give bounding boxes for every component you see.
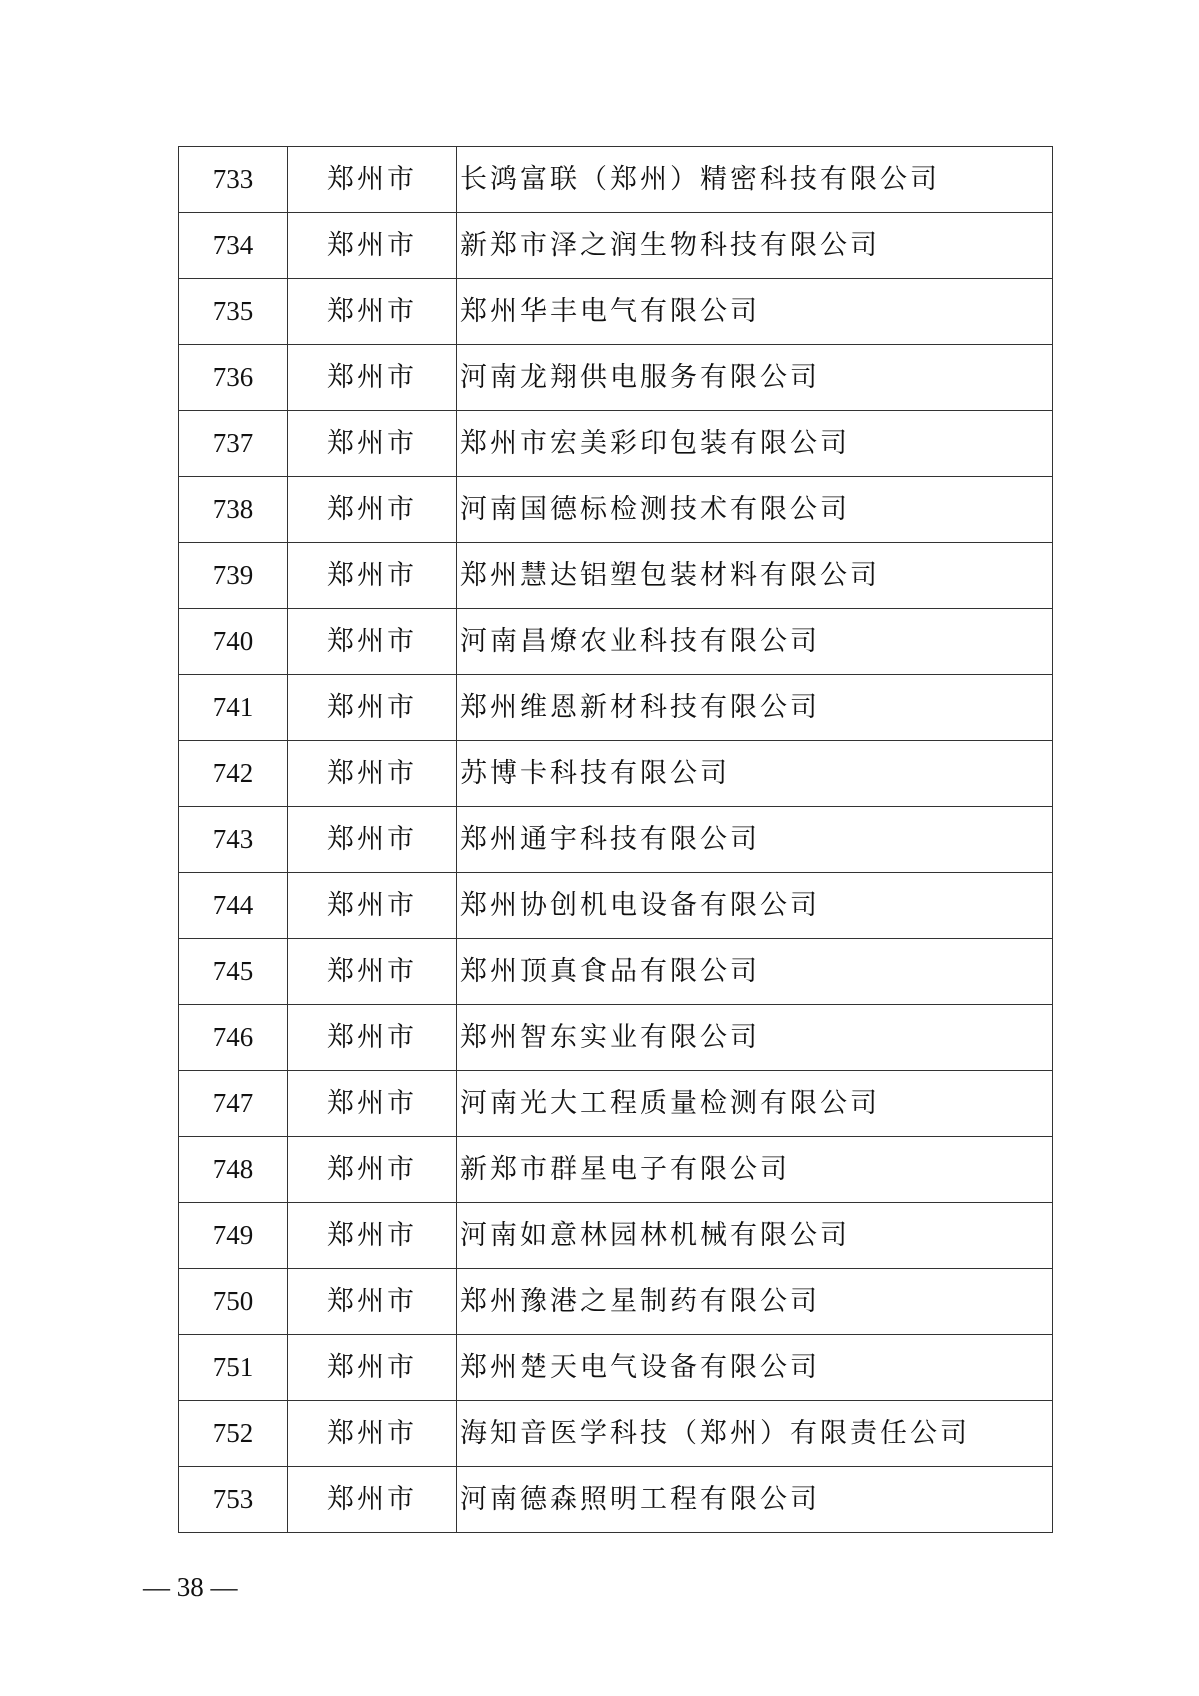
row-city: 郑州市 bbox=[288, 1335, 457, 1401]
row-city: 郑州市 bbox=[288, 345, 457, 411]
table-row bbox=[179, 1203, 1053, 1269]
row-company: 河南光大工程质量检测有限公司 bbox=[457, 1071, 1053, 1137]
row-number: 742 bbox=[179, 741, 288, 807]
row-number: 739 bbox=[179, 543, 288, 609]
row-number: 735 bbox=[179, 279, 288, 345]
company-list-body bbox=[179, 147, 1053, 1533]
row-company: 郑州华丰电气有限公司 bbox=[457, 279, 1053, 345]
table-row bbox=[179, 411, 1053, 477]
row-number: 748 bbox=[179, 1137, 288, 1203]
row-number: 734 bbox=[179, 213, 288, 279]
table-row bbox=[179, 147, 1053, 213]
table-row bbox=[179, 1137, 1053, 1203]
row-city: 郑州市 bbox=[288, 411, 457, 477]
row-number: 749 bbox=[179, 1203, 288, 1269]
table-row bbox=[179, 807, 1053, 873]
row-city: 郑州市 bbox=[288, 873, 457, 939]
row-company: 郑州豫港之星制药有限公司 bbox=[457, 1269, 1053, 1335]
table-row bbox=[179, 1401, 1053, 1467]
row-city: 郑州市 bbox=[288, 675, 457, 741]
table-row bbox=[179, 939, 1053, 1005]
row-number: 737 bbox=[179, 411, 288, 477]
table-row bbox=[179, 345, 1053, 411]
row-city: 郑州市 bbox=[288, 1203, 457, 1269]
row-company: 郑州通宇科技有限公司 bbox=[457, 807, 1053, 873]
row-city: 郑州市 bbox=[288, 147, 457, 213]
row-company: 郑州协创机电设备有限公司 bbox=[457, 873, 1053, 939]
row-number: 751 bbox=[179, 1335, 288, 1401]
table-row bbox=[179, 279, 1053, 345]
row-number: 752 bbox=[179, 1401, 288, 1467]
row-company: 河南国德标检测技术有限公司 bbox=[457, 477, 1053, 543]
row-company: 郑州顶真食品有限公司 bbox=[457, 939, 1053, 1005]
row-company: 新郑市群星电子有限公司 bbox=[457, 1137, 1053, 1203]
row-number: 750 bbox=[179, 1269, 288, 1335]
row-number: 740 bbox=[179, 609, 288, 675]
row-city: 郑州市 bbox=[288, 609, 457, 675]
row-city: 郑州市 bbox=[288, 1005, 457, 1071]
row-company: 长鸿富联（郑州）精密科技有限公司 bbox=[457, 147, 1053, 213]
page-number: — 38 — bbox=[143, 1572, 238, 1602]
row-number: 744 bbox=[179, 873, 288, 939]
row-company: 郑州维恩新材科技有限公司 bbox=[457, 675, 1053, 741]
row-number: 741 bbox=[179, 675, 288, 741]
row-number: 745 bbox=[179, 939, 288, 1005]
row-city: 郑州市 bbox=[288, 1137, 457, 1203]
row-company: 郑州智东实业有限公司 bbox=[457, 1005, 1053, 1071]
table-row bbox=[179, 675, 1053, 741]
row-city: 郑州市 bbox=[288, 279, 457, 345]
row-city: 郑州市 bbox=[288, 1071, 457, 1137]
row-company: 河南如意林园林机械有限公司 bbox=[457, 1203, 1053, 1269]
row-city: 郑州市 bbox=[288, 1269, 457, 1335]
table-row bbox=[179, 873, 1053, 939]
row-company: 河南昌燎农业科技有限公司 bbox=[457, 609, 1053, 675]
row-city: 郑州市 bbox=[288, 1401, 457, 1467]
row-city: 郑州市 bbox=[288, 939, 457, 1005]
row-city: 郑州市 bbox=[288, 543, 457, 609]
row-city: 郑州市 bbox=[288, 1467, 457, 1533]
row-city: 郑州市 bbox=[288, 213, 457, 279]
row-number: 746 bbox=[179, 1005, 288, 1071]
row-company: 郑州楚天电气设备有限公司 bbox=[457, 1335, 1053, 1401]
table-row bbox=[179, 741, 1053, 807]
row-city: 郑州市 bbox=[288, 807, 457, 873]
row-company: 新郑市泽之润生物科技有限公司 bbox=[457, 213, 1053, 279]
row-company: 苏博卡科技有限公司 bbox=[457, 741, 1053, 807]
table-row bbox=[179, 543, 1053, 609]
row-number: 736 bbox=[179, 345, 288, 411]
table-row bbox=[179, 1335, 1053, 1401]
table-row bbox=[179, 1005, 1053, 1071]
table-row bbox=[179, 1071, 1053, 1137]
row-number: 738 bbox=[179, 477, 288, 543]
row-company: 河南德森照明工程有限公司 bbox=[457, 1467, 1053, 1533]
table-row bbox=[179, 1269, 1053, 1335]
table-row bbox=[179, 609, 1053, 675]
company-list-table bbox=[178, 146, 1053, 1533]
row-city: 郑州市 bbox=[288, 477, 457, 543]
row-company: 河南龙翔供电服务有限公司 bbox=[457, 345, 1053, 411]
row-number: 747 bbox=[179, 1071, 288, 1137]
row-number: 733 bbox=[179, 147, 288, 213]
table-row bbox=[179, 1467, 1053, 1533]
table-row bbox=[179, 477, 1053, 543]
row-number: 743 bbox=[179, 807, 288, 873]
table-row bbox=[179, 213, 1053, 279]
row-company: 郑州市宏美彩印包装有限公司 bbox=[457, 411, 1053, 477]
row-number: 753 bbox=[179, 1467, 288, 1533]
row-city: 郑州市 bbox=[288, 741, 457, 807]
row-company: 海知音医学科技（郑州）有限责任公司 bbox=[457, 1401, 1053, 1467]
row-company: 郑州慧达铝塑包装材料有限公司 bbox=[457, 543, 1053, 609]
